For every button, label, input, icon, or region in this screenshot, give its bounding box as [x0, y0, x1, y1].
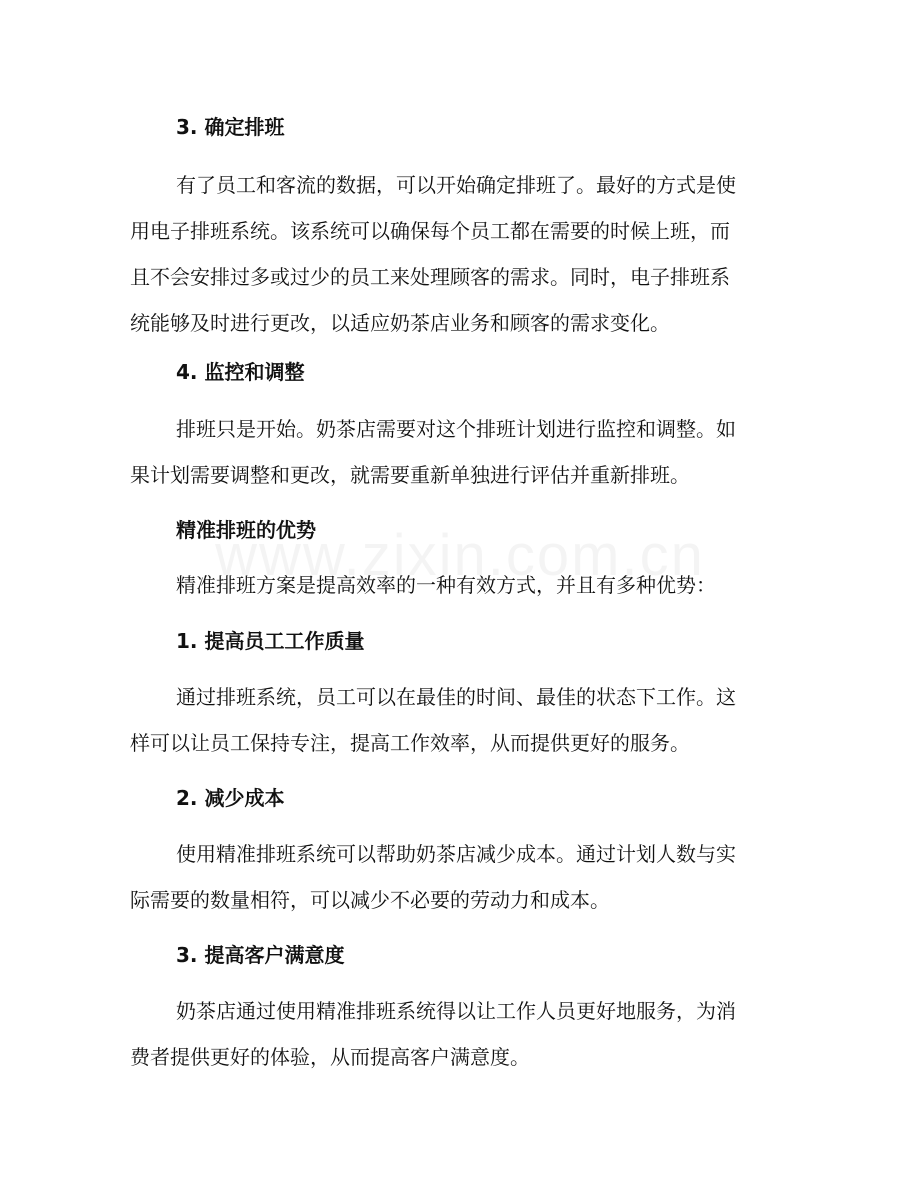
- paragraph-line: 统能够及时进行更改，以适应奶茶店业务和顾客的需求变化。: [130, 311, 670, 335]
- paragraph-advantages: [176, 562, 772, 608]
- paragraph-line: 奶茶店通过使用精准排班系统得以让工作人员更好地服务，为消: [176, 999, 736, 1023]
- paragraph-reduce-cost: [130, 831, 772, 923]
- paragraph-confirm-schedule: [130, 162, 772, 346]
- paragraph-line: 样可以让员工保持专注，提高工作效率，从而提供更好的服务。: [130, 731, 690, 755]
- paragraph-line: 且不会安排过多或过少的员工来处理顾客的需求。同时，电子排班系: [130, 265, 730, 289]
- paragraph-line: 费者提供更好的体验，从而提高客户满意度。: [130, 1045, 530, 1069]
- section-heading-customer-satisfaction: 3. 提高客户满意度: [176, 943, 345, 967]
- section-heading-work-quality: 1. 提高员工工作质量: [176, 629, 365, 653]
- paragraph-monitor-adjust: [130, 406, 772, 498]
- section-heading-reduce-cost: 2. 减少成本: [176, 786, 285, 810]
- paragraph-line: 用电子排班系统。该系统可以确保每个员工都在需要的时候上班，而: [130, 219, 730, 243]
- paragraph-line: 有了员工和客流的数据，可以开始确定排班了。最好的方式是使: [176, 173, 736, 197]
- paragraph-work-quality: [130, 674, 772, 766]
- paragraph-line: 际需要的数量相符，可以减少不必要的劳动力和成本。: [130, 888, 610, 912]
- section-heading-monitor-adjust: 4. 监控和调整: [176, 360, 305, 384]
- paragraph-line: 通过排班系统，员工可以在最佳的时间、最佳的状态下工作。这: [176, 685, 736, 709]
- section-heading-confirm-schedule: 3. 确定排班: [176, 115, 285, 139]
- paragraph-line: 精准排班方案是提高效率的一种有效方式，并且有多种优势：: [176, 573, 716, 597]
- paragraph-line: 果计划需要调整和更改，就需要重新单独进行评估并重新排班。: [130, 463, 690, 487]
- paragraph-line: 使用精准排班系统可以帮助奶茶店减少成本。通过计划人数与实: [176, 842, 736, 866]
- paragraph-customer-satisfaction: [130, 988, 772, 1080]
- paragraph-line: 排班只是开始。奶茶店需要对这个排班计划进行监控和调整。如: [176, 417, 736, 441]
- section-heading-advantages: 精准排班的优势: [176, 518, 316, 542]
